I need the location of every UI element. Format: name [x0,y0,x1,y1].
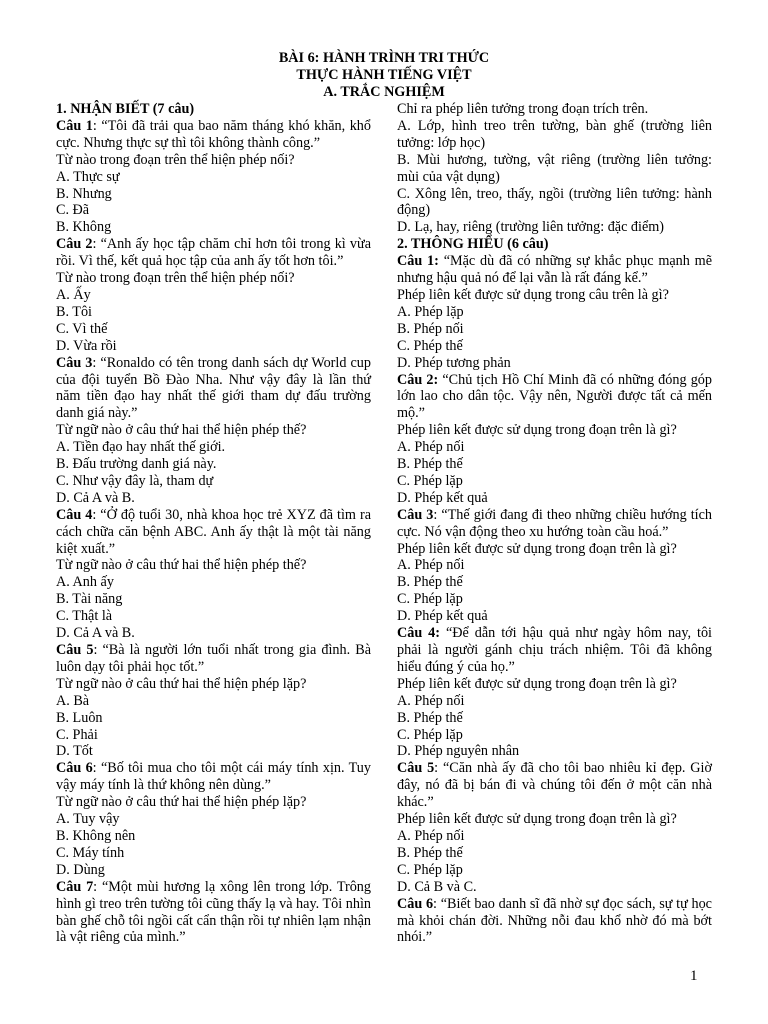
answer-option: A. Anh ấy [56,574,114,591]
question-text: : “Căn nhà ấy đã cho tôi bao nhiêu kỉ đẹp. Giờ đây, nó đã bị bán đi và chúng tôi đến ở một căn nhà khác.” [397,760,712,811]
question-stem [56,355,371,423]
answer-option: B. Không nên [56,827,136,844]
answer-option: D. Phép kết quả [397,489,488,506]
question-text: “Để dẫn tới hậu quả như ngày hôm nay, tôi phải là người gánh chịu trách nhiệm. Tôi đã không hiểu đúng ý của họ.” [397,625,712,675]
question-text: : “Thế giới đang đi theo những chiều hướng tích cực. Nó vận động theo xu hướng toàn cầu hoá.” [397,506,712,540]
answer-option: A. Phép nối [397,439,465,456]
right-column [397,101,712,946]
question-label: Câu 3 [56,354,93,371]
question-text: “Chủ tịch Hồ Chí Minh đã có những đóng góp lớn lao cho dân tộc. Vậy nên, Người được tất cả mến mộ.” [397,371,712,422]
question-stem [56,642,371,676]
question-label: Câu 7 [56,878,94,895]
question-text: : “Bà là người lớn tuổi nhất trong gia đình. Bà luôn dạy tôi phải học tốt.” [56,642,372,675]
answer-option: B. Phép thế [397,456,463,473]
question-label: Câu 6 [397,895,434,912]
answer-option: C. Như vậy đây là, tham dự [56,472,214,489]
answer-option: D. Cả B và C. [397,878,477,895]
answer-option: C. Phép lặp [397,861,463,878]
answer-option: C. Phép thế [397,337,463,354]
document-header [0,50,768,101]
question-prompt: Phép liên kết được sử dụng trong đoạn trên là gì? [397,540,677,557]
answer-option: D. Phép tương phản [397,354,511,371]
question-label: Câu 5 [397,760,435,777]
question-label: Câu 2 [56,236,93,253]
answer-option: B. Phép nối [397,320,464,337]
question-stem [397,253,712,287]
answer-option: B. Tôi [56,303,93,320]
answer-option: A. Phép nối [397,692,465,709]
answer-option: B. Nhưng [56,185,112,202]
lesson-subtitle: THỰC HÀNH TIẾNG VIỆT [296,66,472,83]
answer-option: A. Phép nối [397,827,465,844]
question-text: : “Tôi đã trải qua bao năm tháng khó khăn, khổ cực. Nhưng thực sự thì tôi không thành công.” [56,117,371,151]
lesson-title: BÀI 6: HÀNH TRÌNH TRI THỨC [278,50,490,66]
question-prompt: Từ nào trong đoạn trên thể hiện phép nối? [56,151,295,168]
question-prompt: Phép liên kết được sử dụng trong câu trên là gì? [397,286,669,303]
answer-option: C. Máy tính [56,844,125,861]
question-prompt: Phép liên kết được sử dụng trong đoạn trên là gì? [397,675,677,692]
question-stem [56,760,371,794]
question-label: Câu 4: [397,625,441,642]
question-stem [56,879,371,947]
answer-option: D. Dùng [56,861,105,878]
question-prompt: Phép liên kết được sử dụng trong đoạn trên là gì? [397,811,677,828]
question-stem [397,625,712,676]
answer-option: C. Phép lặp [397,726,463,743]
question-prompt: Từ ngữ nào ở câu thứ hai thể hiện phép lặp? [56,794,307,811]
question-label: Câu 5 [56,642,94,658]
answer-option: A. Bà [56,692,90,709]
question-stem [397,507,712,541]
question-label: Câu 1: [397,253,439,270]
answer-option: A. Tuy vậy [56,811,120,828]
answer-option: B. Mùi hương, tường, vật riêng (trường liên tưởng: mùi của vật dụng) [397,151,712,185]
question-stem [56,507,371,558]
part-title: A. TRẮC NGHIỆM [323,83,445,100]
answer-option: A. Ấy [56,286,91,303]
answer-option: D. Phép nguyên nhân [397,743,520,760]
answer-option: B. Phép thế [397,844,463,861]
section-heading: 1. NHẬN BIẾT (7 câu) [56,101,195,117]
page-number: 1 [690,968,698,984]
answer-option: B. Luôn [56,709,103,726]
question-prompt: Chỉ ra phép liên tưởng trong đoạn trích trên. [397,101,649,117]
answer-option: B. Phép thế [397,709,463,726]
question-text: : “Một mùi hương lạ xông lên trong lớp. Trông hình gì treo trên tường tôi cũng thấy lạ và hay. Tôi nhìn bàn ghế chỗ tôi ngồi cất cẩn thận rồi tự nhiên lạm nhận là vật riêng của mình.” [56,878,371,946]
question-text: : “Anh ấy học tập chăm chỉ hơn tôi trong kì vừa rồi. Vì thế, kết quả học tập của anh ấy tốt hơn tôi.” [56,236,372,270]
answer-option: C. Đã [56,202,90,219]
answer-option: D. Cả A và B. [56,489,135,506]
answer-option: B. Tài năng [56,591,123,608]
question-prompt: Từ ngữ nào ở câu thứ hai thể hiện phép lặp? [56,675,307,692]
answer-option: A. Thực sự [56,168,120,185]
question-text: : “Bố tôi mua cho tôi một cái máy tính xịn. Tuy vậy máy tính là thứ không nên dùng.” [56,760,371,794]
question-text: : “Biết bao danh sĩ đã nhờ sự đọc sách, sự tự học mà khỏi chán đời. Những nỗi đau khổ nhờ đó mà bớt nhói.” [397,895,712,946]
answer-option: C. Phép lặp [397,591,463,608]
section-heading: 2. THÔNG HIỂU (6 câu) [397,236,549,253]
question-prompt: Từ nào trong đoạn trên thể hiện phép nối? [56,270,295,287]
answer-option: C. Xông lên, treo, thấy, ngồi (trường liên tưởng: hành động) [397,185,712,219]
question-stem [397,372,712,423]
answer-option: D. Vừa rồi [56,337,117,354]
answer-option: C. Thật là [56,608,113,625]
question-text: : “Ronaldo có tên trong danh sách dự World cup của đội tuyển Bồ Đào Nha. Như vậy đây là lần thứ năm tiền đạo hay nhất thế giới tham dự đấu trường danh giá này.” [56,354,371,422]
answer-option: D. Cả A và B. [56,625,135,642]
answer-option: C. Phải [56,726,98,743]
answer-option: D. Tốt [56,743,93,760]
question-label: Câu 6 [56,760,93,777]
answer-option: B. Phép thế [397,574,463,591]
question-text: “Mặc dù đã có những sự khắc phục mạnh mẽ nhưng hậu quả nó để lại vẫn là rất đáng kể.” [397,253,712,287]
answer-option: D. Lạ, hay, riêng (trường liên tưởng: đặc điểm) [397,219,665,236]
answer-option: D. Phép kết quả [397,608,488,625]
question-text: : “Ở độ tuổi 30, nhà khoa học trẻ XYZ đã tìm ra cách chữa căn bệnh ABC. Anh ấy thật là một tài năng kiệt xuất.” [56,506,371,557]
answer-option: C. Vì thế [56,320,108,337]
question-stem [56,236,371,270]
question-stem [397,760,712,811]
question-prompt: Từ ngữ nào ở câu thứ hai thể hiện phép thế? [56,422,307,439]
question-prompt: Phép liên kết được sử dụng trong đoạn trên là gì? [397,422,677,439]
answer-option: B. Không [56,219,112,236]
question-label: Câu 1 [56,117,93,134]
question-label: Câu 2: [397,371,439,388]
question-label: Câu 4 [56,506,93,523]
question-label: Câu 3 [397,506,434,523]
answer-option: A. Phép nối [397,557,465,574]
question-stem [56,118,371,152]
answer-option: C. Phép lặp [397,472,463,489]
answer-option: B. Đấu trường danh giá này. [56,456,217,473]
answer-option: A. Tiền đạo hay nhất thế giới. [56,439,226,456]
question-stem [397,896,712,947]
left-column [56,101,371,946]
answer-option: A. Phép lặp [397,303,464,320]
question-prompt: Từ ngữ nào ở câu thứ hai thể hiện phép thế? [56,557,307,574]
answer-option: A. Lớp, hình treo trên tường, bàn ghế (trường liên tưởng: lớp học) [397,117,712,151]
